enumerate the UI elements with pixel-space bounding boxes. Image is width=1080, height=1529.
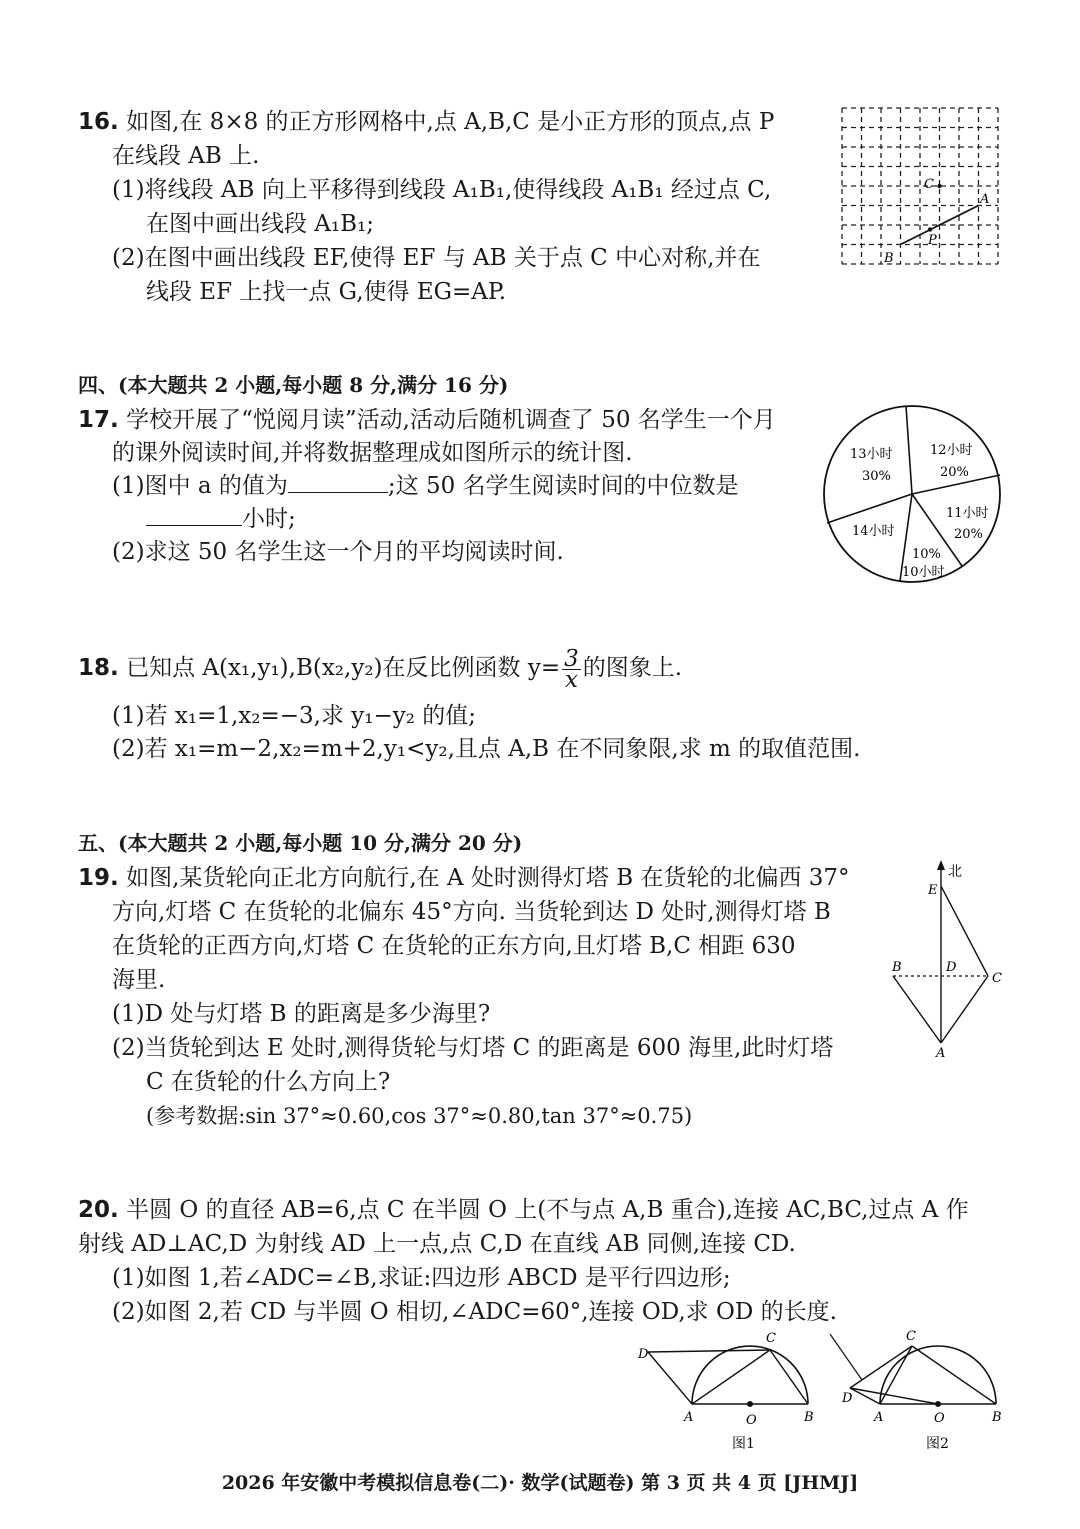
q17-line-2: 的课外阅读时间,并将数据整理成如图所示的统计图. [112, 440, 633, 466]
q20-line-4: (2)如图 2,若 CD 与半圆 O 相切,∠ADC=60°,连接 OD,求 OD 的长度. [112, 1299, 837, 1325]
slice-10h-pct: 10% [912, 547, 941, 562]
q16-grid-figure [838, 104, 1002, 274]
north-arrow-icon [937, 860, 945, 870]
q17-pie-chart [822, 400, 1004, 588]
q17-line-1: 17. 学校开展了“悦阅月读”活动,活动后随机调查了 50 名学生一个月 [78, 407, 776, 433]
q20-figure-1 [630, 1328, 826, 1456]
fig1-label-c: C [766, 1331, 776, 1346]
q19-number: 19. [78, 865, 119, 891]
slice-11h-pct: 20% [954, 527, 983, 542]
slice-13h-label: 13小时 [850, 447, 893, 462]
q16-line-3: (1)将线段 AB 向上平移得到线段 A₁B₁,使得线段 A₁B₁ 经过点 C, [112, 177, 772, 203]
fig2-label-d: D [842, 1391, 853, 1406]
q19-line-5: (1)D 处与灯塔 B 的距离是多少海里? [112, 1001, 491, 1027]
label-d: D [946, 960, 957, 975]
q19-reference-data: (参考数据:sin 37°≈0.60,cos 37°≈0.80,tan 37°≈0.75) [146, 1104, 693, 1128]
label-north: 北 [948, 864, 962, 880]
fig2-caption: 图2 [926, 1436, 949, 1452]
fig2-label-a: A [874, 1410, 884, 1425]
fig1-caption: 图1 [732, 1436, 755, 1452]
answer-blank-median[interactable] [146, 503, 242, 526]
section-5-header: 五、(本大题共 2 小题,每小题 10 分,满分 20 分) [78, 831, 523, 855]
q16-line-1: 16. 如图,在 8×8 的正方形网格中,点 A,B,C 是小正方形的顶点,点 P [78, 109, 775, 135]
q20-line-3: (1)如图 1,若∠ADC=∠B,求证:四边形 ABCD 是平行四边形; [112, 1265, 731, 1291]
q18-line-3: (2)若 x₁=m−2,x₂=m+2,y₁<y₂,且点 A,B 在不同象限,求 m 的取值范围. [112, 736, 861, 762]
q16-line-4: 在图中画出线段 A₁B₁; [146, 211, 375, 237]
fig1-label-o: O [746, 1413, 757, 1428]
q19-line-6: (2)当货轮到达 E 处时,测得货轮与灯塔 C 的距离是 600 海里,此时灯塔 [112, 1035, 834, 1061]
q16-line-5: (2)在图中画出线段 EF,使得 EF 与 AB 关于点 C 中心对称,并在 [112, 245, 761, 271]
slice-13h-pct: 30% [862, 469, 891, 484]
q16-number: 16. [78, 109, 119, 135]
q16-line-6: 线段 EF 上找一点 G,使得 EG=AP. [146, 279, 507, 305]
q19-line-7: C 在货轮的什么方向上? [146, 1069, 391, 1095]
label-e: E [928, 883, 938, 898]
q20-figure-2 [826, 1328, 1022, 1456]
slice-12h-label: 12小时 [930, 443, 973, 458]
q18-line-1: 18. 已知点 A(x₁,y₁),B(x₂,y₂)在反比例函数 y= $\frac{3}{x}$ 的图象上. [78, 645, 683, 693]
fig2-label-c: C [906, 1329, 916, 1344]
q17-line-3: (1)图中 a 的值为 ;这 50 名学生阅读时间的中位数是 [112, 470, 739, 502]
q19-navigation-figure [888, 858, 1008, 1058]
fig1-label-d: D [638, 1347, 649, 1362]
point-c [937, 184, 941, 188]
q17-number: 17. [78, 407, 119, 433]
q20-line-2: 射线 AD⊥AC,D 为射线 AD 上一点,点 C,D 在直线 AB 同侧,连接 CD. [78, 1231, 796, 1257]
slice-12h-pct: 20% [940, 465, 969, 480]
section-4-header: 四、(本大题共 2 小题,每小题 8 分,满分 16 分) [78, 373, 509, 397]
label-a: A [980, 192, 990, 207]
page-footer: 2026 年安徽中考模拟信息卷(二)· 数学(试题卷) 第 3 页 共 4 页 [JHMJ] [221, 1472, 859, 1494]
q16-line-2: 在线段 AB 上. [112, 143, 260, 169]
fig1-label-b: B [804, 1410, 814, 1425]
fig1-label-a: A [684, 1410, 694, 1425]
label-c: C [992, 971, 1002, 986]
q18-number: 18. [78, 655, 119, 681]
slice-14h-label: 14小时 [852, 524, 895, 539]
label-b: B [884, 251, 894, 266]
q19-line-3: 在货轮的正西方向,灯塔 C 在货轮的正东方向,且灯塔 B,C 相距 630 [112, 933, 796, 959]
q17-line-5: (2)求这 50 名学生这一个月的平均阅读时间. [112, 539, 564, 565]
label-b: B [892, 960, 902, 975]
q20-number: 20. [78, 1197, 119, 1223]
q19-line-1: 19. 如图,某货轮向正北方向航行,在 A 处时测得灯塔 B 在货轮的北偏西 37° [78, 865, 850, 891]
q19-line-4: 海里. [112, 967, 166, 993]
fig2-label-b: B [992, 1410, 1002, 1425]
slice-11h-label: 11小时 [946, 506, 989, 521]
q20-line-1: 20. 半圆 O 的直径 AB=6,点 C 在半圆 O 上(不与点 A,B 重合),连接 AC,BC,过点 A 作 [78, 1197, 969, 1223]
q17-line-4: 小时; [146, 503, 296, 535]
q18-line-2: (1)若 x₁=1,x₂=−3,求 y₁−y₂ 的值; [112, 703, 477, 729]
label-c: C [924, 177, 934, 192]
point-p [928, 227, 932, 231]
fig2-label-o: O [934, 1411, 945, 1426]
slice-10h-label: 10小时 [902, 565, 945, 580]
label-a: A [936, 1046, 946, 1058]
answer-blank-a[interactable] [288, 470, 388, 493]
q19-line-2: 方向,灯塔 C 在货轮的北偏东 45°方向. 当货轮到达 D 处时,测得灯塔 B [112, 899, 831, 925]
fraction-3-over-x: $\frac{3}{x}$ [564, 645, 579, 693]
label-p: P [928, 233, 937, 248]
